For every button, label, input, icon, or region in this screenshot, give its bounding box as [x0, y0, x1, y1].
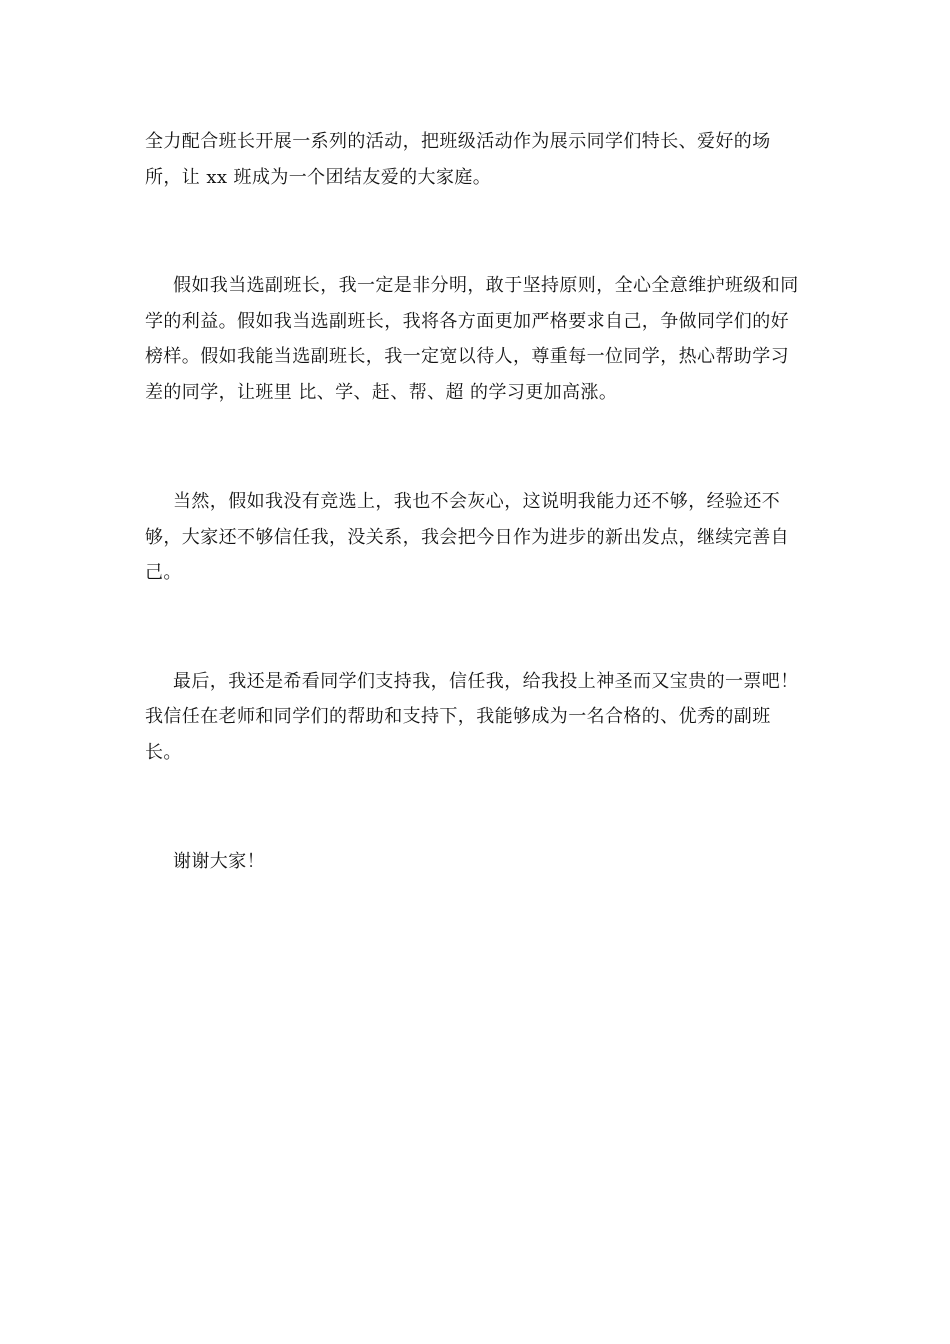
document-body: [145, 124, 805, 880]
paragraph-1: 全力配合班长开展一系列的活动，把班级活动作为展示同学们特长、爱好的场所，让 xx 班成为一个团结友爱的大家庭。: [145, 131, 771, 188]
paragraph-5: 谢谢大家！: [173, 851, 265, 872]
paragraph-4: 最后，我还是希看同学们支持我，信任我，给我投上神圣而又宝贵的一票吧！我信任在老师和同学们的帮助和支持下，我能够成为一名合格的、优秀的副班长。: [145, 670, 799, 763]
paragraph-2: 假如我当选副班长，我一定是非分明，敢于坚持原则，全心全意维护班级和同学的利益。假如我当选副班长，我将各方面更加严格要求自己，争做同学们的好榜样。假如我能当选副班长，我一定宽以待人，尊重每一位同学，热心帮助学习差的同学，让班里 比、学、赶、帮、超 的学习更加高涨。: [145, 275, 799, 403]
paragraph-3: 当然，假如我没有竞选上，我也不会灰心，这说明我能力还不够，经验还不够，大家还不够信任我，没关系，我会把今日作为进步的新出发点，继续完善自己。: [145, 491, 789, 583]
